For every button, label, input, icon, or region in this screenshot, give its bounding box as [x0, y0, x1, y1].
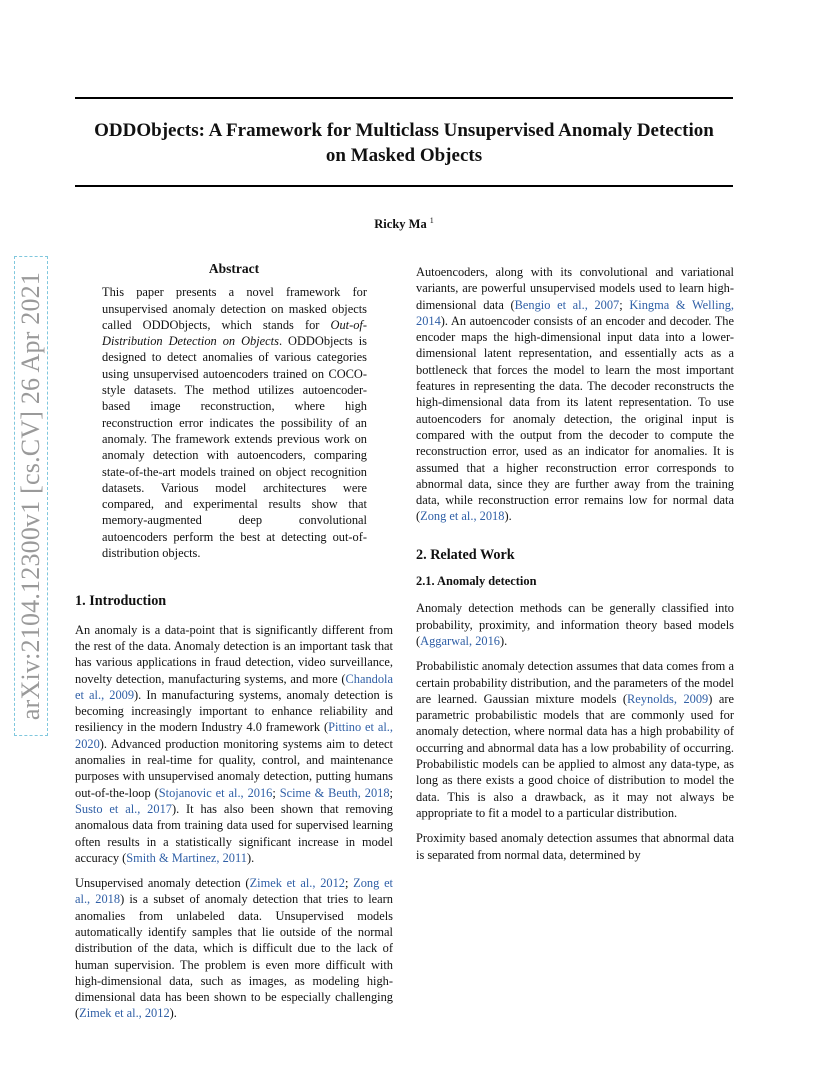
related-paragraph: [416, 658, 734, 821]
arxiv-stamp-text: arXiv:2104.12300v1 [cs.CV] 26 Apr 2021: [16, 271, 45, 721]
related-work-heading: 2. Related Work: [416, 546, 515, 563]
intro-paragraph: [416, 264, 734, 525]
text-run: ).: [246, 850, 255, 865]
text-run: ). It has also been shown that removing anomalous data from training data used for supervised learning often results in a statistically significant increase in model accuracy (: [75, 801, 394, 865]
citation-link[interactable]: Reynolds, 2009: [627, 691, 709, 706]
citation-link[interactable]: Pittino et al., 2020: [75, 720, 393, 751]
title-rule-top: [75, 97, 733, 99]
citation-link[interactable]: Scime & Beuth, 2018: [279, 785, 390, 800]
arxiv-stamp[interactable]: [14, 256, 48, 736]
text-run: ). In manufacturing systems, anomaly detection is becoming increasingly important to enhance reliability and resiliency in the modern Industry 4.0 framework (: [75, 687, 393, 735]
abstract-text-part: This paper presents a novel framework for unsupervised anomaly detection on masked objects called ODDObjects, which stands for: [102, 285, 367, 332]
text-run: ).: [504, 509, 512, 524]
anomaly-detection-subheading: 2.1. Anomaly detection: [416, 574, 537, 589]
intro-paragraph: [75, 875, 393, 1022]
title-rule-bottom: [75, 185, 733, 187]
right-column: [416, 264, 734, 872]
abstract-text: [102, 284, 367, 561]
text-run: Autoencoders, along with its convolutional and variational variants, are powerful unsupervised models used to learn high-dimensional data (: [416, 265, 734, 312]
text-run: ) are parametric probabilistic models that are commonly used for anomaly detection, where normal data has a high probability of occurring and abnormal data has a low probability of occurring. Probabilistic models can be applied to almost any data-type, as long as there exists a good choice of distribution to model the data. This is also a drawback, as it may not always be appropriate to fit a model to a particular distribution.: [416, 691, 734, 820]
paper-title-line-1: ODDObjects: A Framework for Multiclass Unsupervised Anomaly Detection: [94, 120, 714, 141]
text-run: ). Advanced production monitoring systems aim to detect anomalies in real-time for quality, control, and maintenance purposes with unsupervised anomaly detection, putting humans out-of-the-loop (: [75, 736, 393, 800]
text-run: ). An autoencoder consists of an encoder and decoder. The encoder maps the high-dimensional input data into a lower-dimensional latent representation, and essentially acts as a bottleneck that forces the model to learn the most important features in representing the data. The decoder reconstructs the high-dimensional data from its latent representation. To use autoencoders for anomaly detection, the original input is compared with the output from the decoder to compute the reconstruction error, used as an indicator for anomalies. It is assumed that a higher reconstruction error corresponds to abnormal data, since they are further away from the training data, while reconstruction error remains low for normal data (: [416, 313, 734, 524]
citation-link[interactable]: Chandola et al., 2009: [75, 671, 393, 702]
introduction-heading: 1. Introduction: [75, 593, 167, 610]
citation-link[interactable]: Kingma & Welling, 2014: [416, 297, 734, 328]
paper-title: [75, 118, 733, 168]
text-run: ;: [344, 876, 354, 891]
citation-link[interactable]: Zimek et al., 2012: [79, 1006, 170, 1021]
text-run: An anomaly is a data-point that is significantly different from the rest of the data. Anomaly detection is an important task that has various applications in fraud detection, video surveillance, novelty detection, manufacturing systems, and more (: [75, 622, 393, 686]
related-paragraph: Proximity based anomaly detection assumes that abnormal data is separated from normal data, determined by: [416, 831, 734, 862]
author-name: Ricky Ma: [374, 217, 427, 231]
abstract-text-part: . ODDObjects is designed to detect anomalies of various categories using unsupervised autoencoders trained on COCO-style datasets. The method utilizes autoencoder-based image reconstruction, where high reconstruction error indicates the possibility of an anomaly. The framework extends previous work on anomaly detection with autoencoders, comparing state-of-the-art models trained on object recognition datasets. Various model architectures were compared, and experimental results show that memory-augmented deep convolutional autoencoders perform the best at detecting out-of-distribution objects.: [102, 334, 367, 561]
citation-link[interactable]: Zong et al., 2018: [75, 876, 394, 907]
citation-link[interactable]: Zimek et al., 2012: [249, 876, 345, 891]
citation-link[interactable]: Susto et al., 2017: [75, 801, 172, 816]
citation-link[interactable]: Zong et al., 2018: [420, 509, 505, 524]
intro-paragraph: [75, 622, 393, 866]
abstract-italic-phrase: Out-of-Distribution Detection on Objects: [102, 317, 367, 349]
text-run: ) is a subset of anomaly detection that tries to learn anomalies from unlabeled data. Unsupervised models automatically identify samples that lie outside of the normal distribution of the data, which is difficult due to the lack of human supervision. The problem is even more difficult with high-dimensional data, such as images, as modeling high-dimensional data has been shown to be especially challenging (: [75, 892, 393, 1021]
author-line: [75, 216, 733, 232]
author-affiliation-mark: 1: [429, 216, 434, 225]
related-paragraph: [416, 600, 734, 649]
citation-link[interactable]: Bengio et al., 2007: [514, 297, 620, 312]
text-run: ).: [499, 633, 508, 648]
citation-link[interactable]: Smith & Martinez, 2011: [126, 850, 247, 865]
text-run: ;: [619, 297, 630, 312]
text-run: ).: [169, 1006, 177, 1021]
text-run: ;: [272, 785, 280, 800]
abstract-heading: Abstract: [208, 261, 260, 276]
text-run: ;: [389, 785, 393, 800]
citation-link[interactable]: Stojanovic et al., 2016: [158, 785, 273, 800]
citation-link[interactable]: Aggarwal, 2016: [420, 633, 500, 648]
text-run: Unsupervised anomaly detection (: [75, 876, 250, 891]
left-column: [75, 261, 393, 1031]
text-run: Probabilistic anomaly detection assumes that data comes from a certain probability distribution, and the parameters of the model are learned. Gaussian mixture models (: [416, 659, 734, 706]
text-run: Anomaly detection methods can be generally classified into probability, proximity, and information theory based models (: [416, 601, 734, 648]
paper-title-line-2: on Masked Objects: [325, 145, 483, 166]
